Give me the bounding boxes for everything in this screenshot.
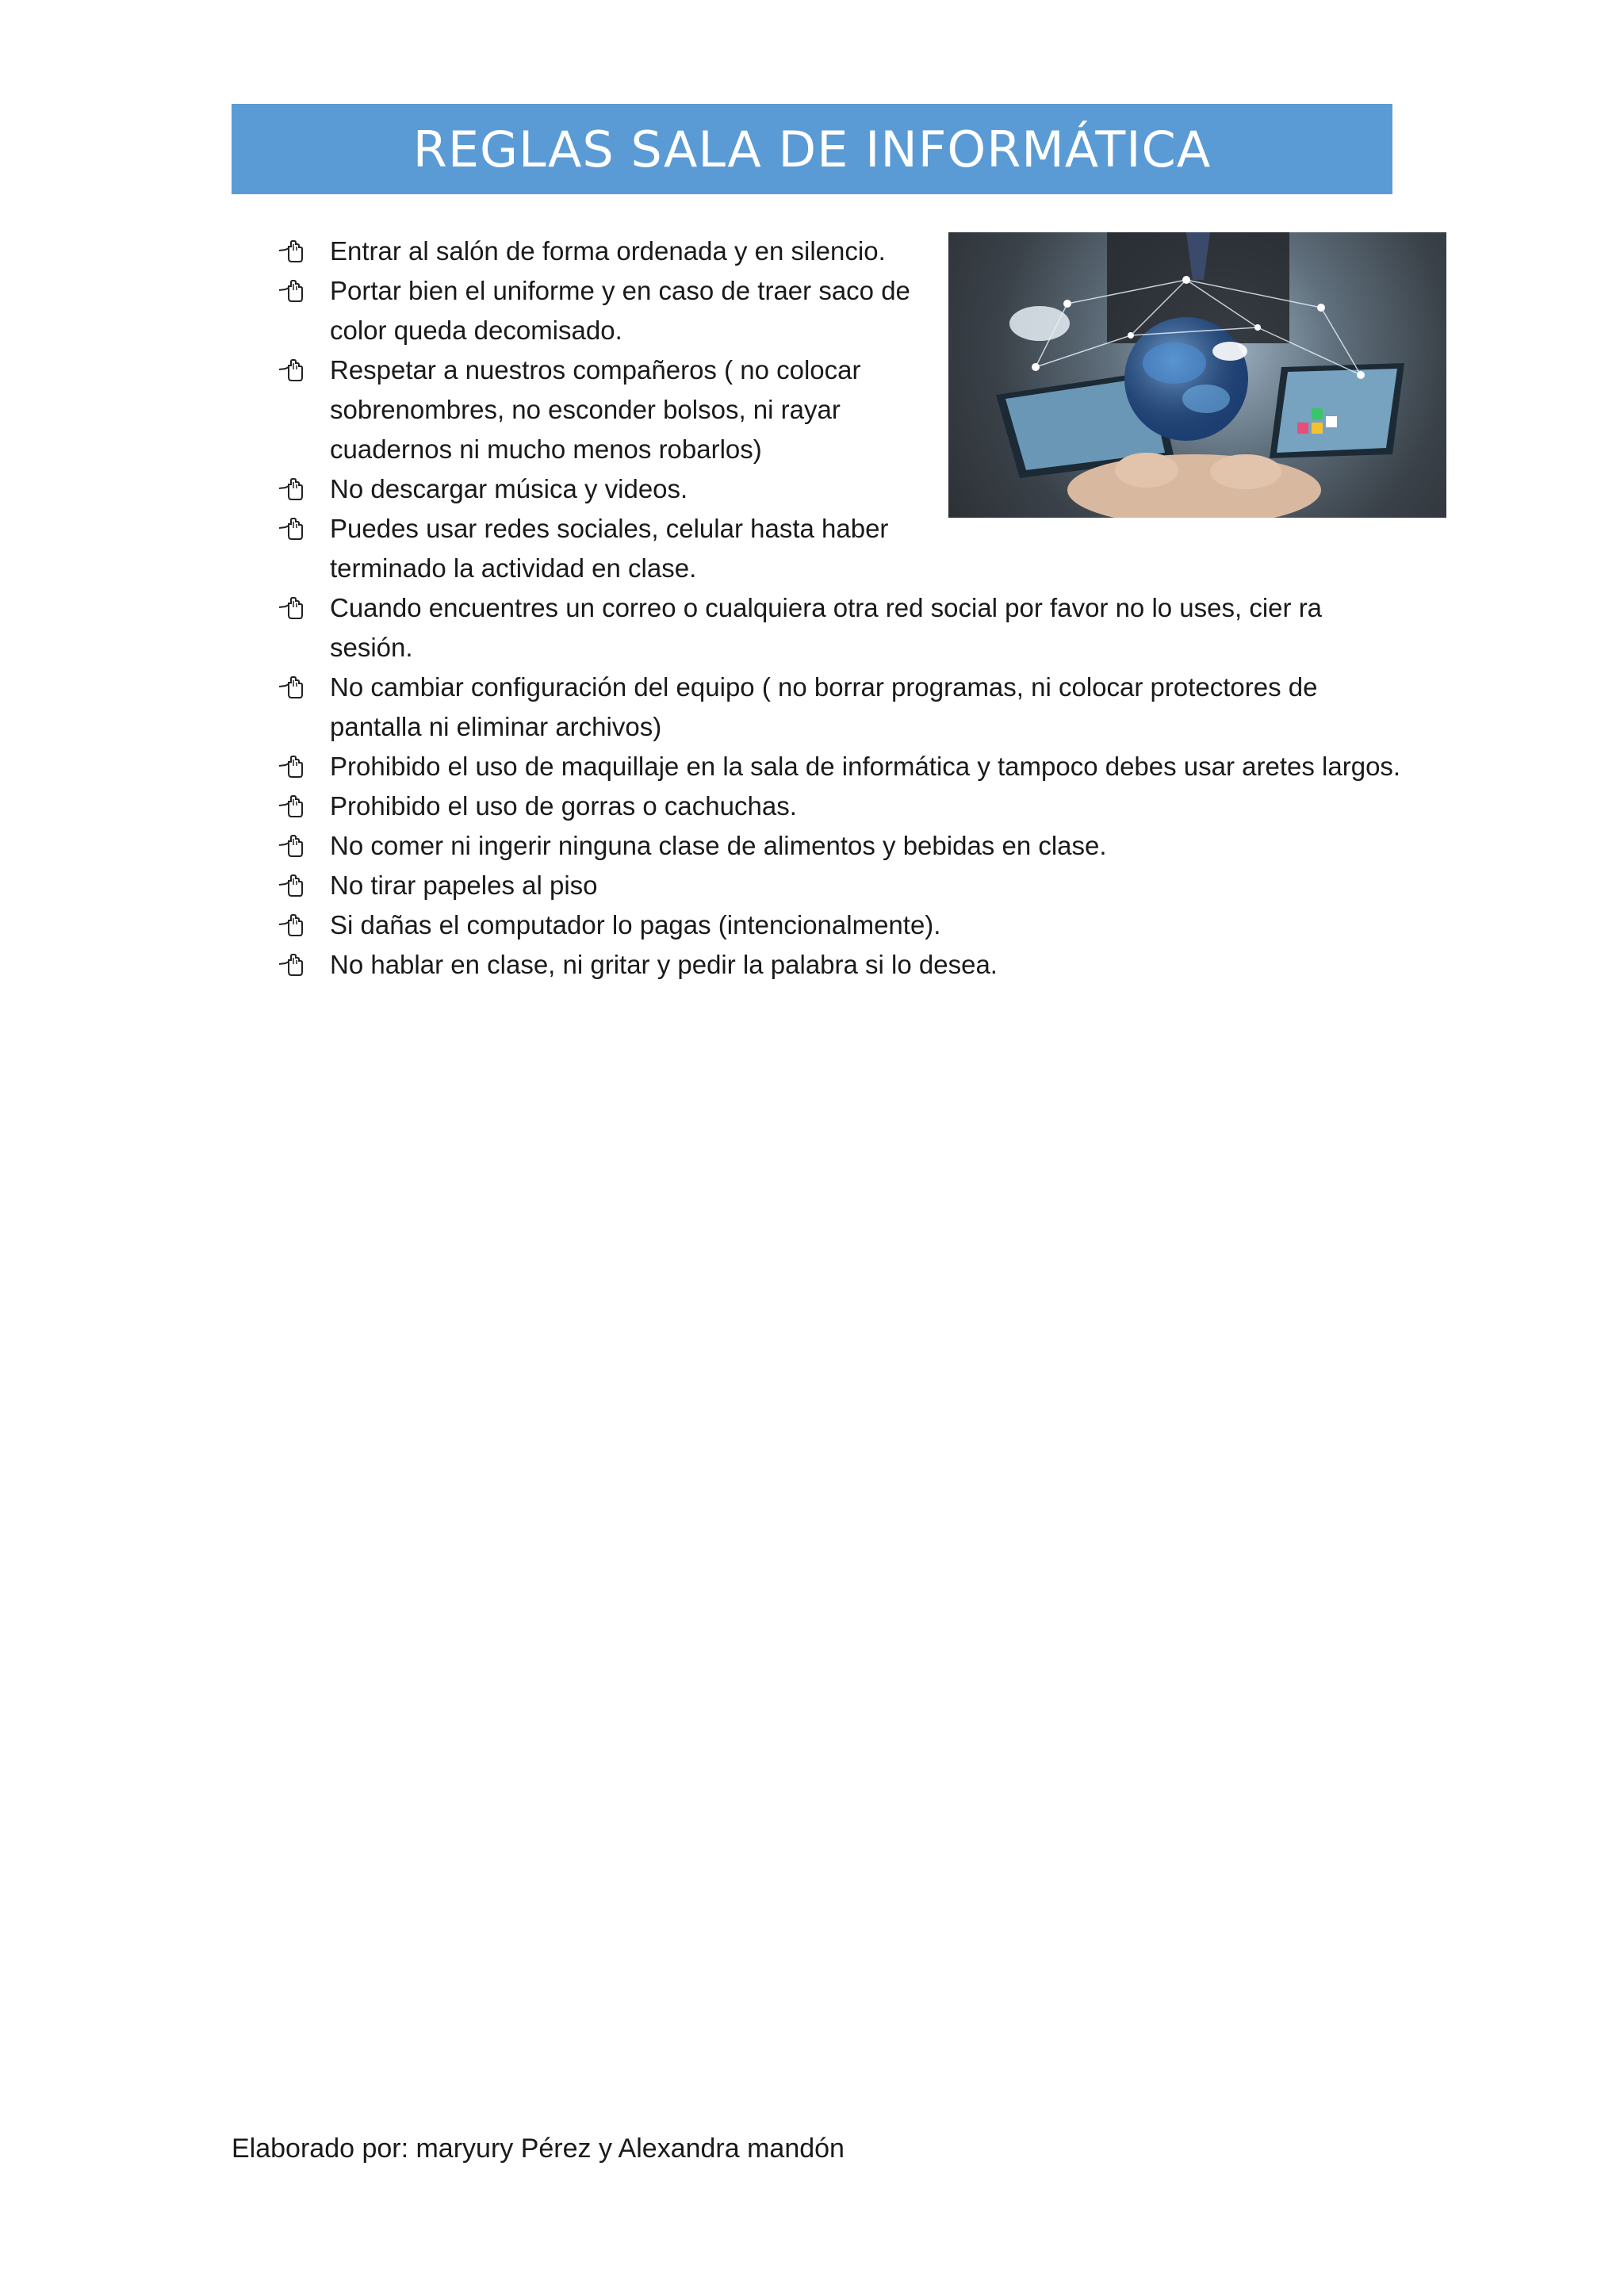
pointing-hand-icon (278, 826, 330, 866)
rule-text: No hablar en clase, ni gritar y pedir la palabra si lo desea. (330, 950, 998, 979)
pointing-hand-icon (278, 350, 330, 390)
rule-text: Si dañas el computador lo pagas (intencionalmente). (330, 910, 941, 939)
rule-item (278, 826, 1404, 866)
rule-text: No tirar papeles al piso (330, 871, 598, 900)
rule-item (278, 905, 1404, 945)
title-banner (232, 104, 1392, 194)
pointing-hand-icon (278, 747, 330, 786)
pointing-hand-icon (278, 588, 330, 628)
pointing-hand-icon (278, 668, 330, 707)
rule-text: Entrar al salón de forma ordenada y en silencio. (330, 236, 886, 266)
rule-item (278, 786, 1404, 826)
pointing-hand-icon (278, 905, 330, 945)
rules-list (278, 232, 1404, 985)
pointing-hand-icon (278, 786, 330, 826)
rule-text: Prohibido el uso de maquillaje en la sala de informática y tampoco debes usar aretes largos. (330, 752, 1401, 781)
pointing-hand-icon (278, 866, 330, 905)
page-title: REGLAS SALA DE INFORMÁTICA (412, 120, 1212, 178)
rule-text: Respetar a nuestros compañeros ( no colocar sobrenombres, no esconder bolsos, ni rayar cuadernos ni mucho menos robarlos) (330, 355, 861, 464)
rule-item (278, 945, 1404, 985)
rule-item (278, 271, 1404, 350)
rule-item (278, 350, 1404, 469)
pointing-hand-icon (278, 271, 330, 311)
rule-text: No comer ni ingerir ninguna clase de alimentos y bebidas en clase. (330, 831, 1107, 860)
rule-text: No descargar música y videos. (330, 474, 688, 503)
rule-item (278, 232, 1404, 271)
pointing-hand-icon (278, 469, 330, 509)
rule-text: Puedes usar redes sociales, celular hasta haber terminado la actividad en clase. (330, 514, 889, 583)
rule-item (278, 469, 1404, 509)
footer-credits: Elaborado por: maryury Pérez y Alexandra mandón (232, 2133, 845, 2164)
rule-text: No cambiar configuración del equipo ( no borrar programas, ni colocar protectores de pantalla ni eliminar archivos) (330, 672, 1318, 741)
rule-item (278, 747, 1404, 786)
pointing-hand-icon (278, 509, 330, 549)
rule-item (278, 588, 1404, 668)
rule-text: Prohibido el uso de gorras o cachuchas. (330, 791, 797, 821)
rule-item (278, 668, 1404, 747)
rule-item (278, 509, 1404, 588)
rule-text: Cuando encuentres un correo o cualquiera otra red social por favor no lo uses, cier ra sesión. (330, 593, 1323, 662)
pointing-hand-icon (278, 945, 330, 985)
rule-item (278, 866, 1404, 905)
pointing-hand-icon (278, 232, 330, 271)
rule-text: Portar bien el uniforme y en caso de traer saco de color queda decomisado. (330, 276, 910, 345)
